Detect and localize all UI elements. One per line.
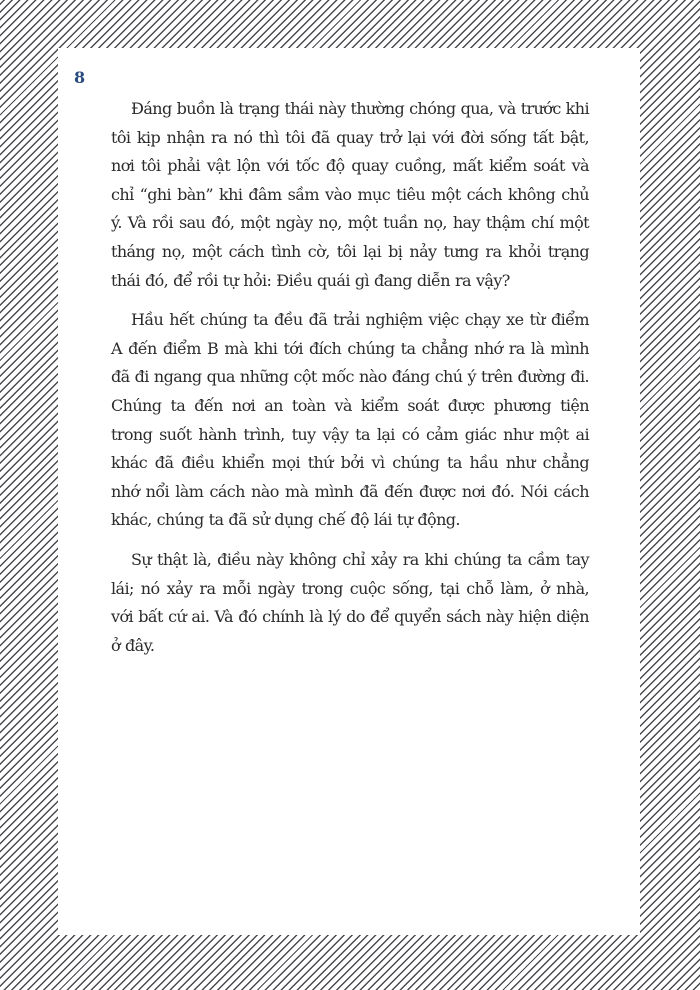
paragraph-2: Hầu hết chúng ta đều đã trải nghiệm việc chạy xe từ điểm A đến điểm B mà khi tới đích chúng ta chẳng nhớ ra là mình đã đi ngang qua những cột mốc nào đáng chú ý trên đường đi. Chúng ta đến nơi an toàn và kiểm soát được phương tiện trong suốt hành trình, tuy vậy ta lại có cảm giác như một ai khác đã điều khiển mọi thứ bởi vì chúng ta hầu như chẳng nhớ nổi làm cách nào mà mình đã đến được nơi đó. Nói cách khác, chúng ta đã sử dụng chế độ lái tự động.	[111, 310, 589, 530]
paragraph-3: Sự thật là, điều này không chỉ xảy ra khi chúng ta cầm tay lái; nó xảy ra mỗi ngày trong cuộc sống, tại chỗ làm, ở nhà, với bất cứ ai. Và đó chính là lý do để quyển sách này hiện diện ở đây.	[111, 549, 589, 655]
paragraph-1: Đáng buồn là trạng thái này thường chóng qua, và trước khi tôi kịp nhận ra nó thì tôi đã quay trở lại với đời sống tất bật, nơi tôi phải vật lộn với tốc độ quay cuồng, mất kiểm soát và chỉ “ghi bàn” khi đâm sầm vào mục tiêu một cách không chủ ý. Và rồi sau đó, một ngày nọ, một tuần nọ, hay thậm chí một tháng nọ, một cách tình cờ, tôi lại bị nảy tưng ra khỏi trạng thái đó, để rồi tự hỏi: Điều quái gì đang diễn ra vậy?	[111, 99, 589, 290]
body-text	[111, 95, 589, 671]
book-page	[58, 48, 640, 935]
page-number: 8	[74, 68, 86, 87]
